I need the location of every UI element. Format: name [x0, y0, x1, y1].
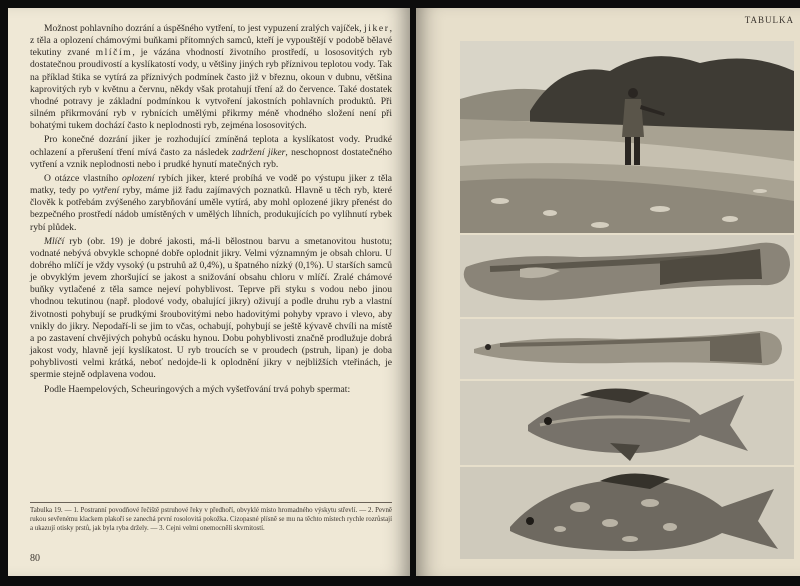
page-number: 80: [30, 553, 40, 564]
body-text: [30, 23, 392, 396]
spaced-term: mlíčím: [95, 47, 133, 59]
text-run: Podle Haempelových, Scheuringových a mých vyšetřování trvá pohyb spermat:: [44, 383, 351, 395]
photo-bream-fish-2: [460, 467, 794, 559]
paragraph: [30, 236, 392, 382]
photo-fish-specimen-2: [460, 319, 794, 379]
photo-river-fisherman: [460, 41, 794, 233]
photo-bream-fish-1: [460, 381, 794, 465]
paragraph: [30, 173, 392, 234]
text-run: O otázce vlastního: [44, 172, 122, 184]
plate-label: TABULKA: [744, 15, 794, 25]
text-run: Pro konečné dozrání jiker je rozhodující zmíněná teplota a kyslíkatost vody. Prudké ochlazení a přerušení tření mívá často za následek: [30, 134, 392, 158]
footnote-divider: [30, 502, 392, 503]
paragraph: [30, 384, 392, 396]
emphasized-term: oplození: [121, 172, 155, 184]
right-page: [416, 8, 800, 576]
left-page: [8, 8, 410, 576]
text-run: , je vázána vhodností životního prostředí, u lososovitých ryb dostatečnou proudivostí a kyslíkatostí vody, u většiny jiných ryb příznivou teplotou vody. Tak na příklad štika se vytírá za příznivých podmínek často již v březnu, okoun v dubnu, většina kaprovitých ryb v květnu a červnu, někdy však protahují tření až do července. Také dostatek vhodné potravy je základní podmínkou k vytvoření jakostních pohlavních produktů. Při silném přikrmování ryb v rybnících umělými přikrmy méně vhodného složení není při bohatými tukem dochází často k neplodnosti ryb, zejména lososovitých.: [30, 47, 393, 132]
spaced-term: jiker: [364, 23, 390, 34]
emphasized-term: vytření: [92, 185, 120, 197]
paragraph: [30, 23, 392, 132]
emphasized-term: zadržení jiker: [231, 146, 286, 158]
text-run: Možnost pohlavního dozrání a úspěšného vytření, to jest vypuzení zralých vajíček,: [44, 23, 364, 34]
text-run: rybích jiker, které probíhá ve vodě po výstupu jiker z těla matky, tedy po: [30, 172, 393, 197]
plate-caption-footnote: Tabulka 19. — 1. Postranní povodňové řečiště pstruhové řeky v předhoří, obvyklé místo hromadného výskytu střevlí. — 2. Pevně rukou sevřenému klackem plakoří se zanechá první rosolovitá pokožka. Cizopasné plísně se mu na těchto místech rychle rozrůstají a ukazují otisky prstů, jak byla ryba držely. — 3. Cejni velmi onemocnělí skvrnitostí.: [30, 507, 392, 532]
emphasized-term: Mlíčí: [44, 235, 65, 247]
paragraph: [30, 134, 392, 170]
photo-fish-specimen-1: [460, 235, 794, 317]
text-run: , neschopnost dostatečného vytření a vznik neplodnosti nebo i prudké hynutí matečných ryb.: [30, 146, 392, 170]
text-run: ryby, máme již řadu zajímavých poznatků. Hlavně u těch ryb, které člověk k potřebám zvýšeného zarybňování uměle vytírá, aby mohl oplozené jikry přenést do bezpečného prostředí nádob umístěných v umělých líhních, produkujících po vylíhnutí rybek rybí plůdek.: [30, 185, 392, 233]
text-run: , z těla a oplození chámovými buňkami přítomných samců, kteří je vypouštějí v podobě bělavé tekutiny zvané: [30, 23, 392, 59]
text-run: ryb (obr. 19) je dobré jakosti, má-li bělostnou barvu a smetanovitou hustotu; vodnaté nebývá obvykle schopné dobře oplodnit jikry. Velmi významným je obsah chloru. U dobrého mlíčí je vždy vysoký (u pstruhů až 0,4%), u špatného nízký (0,1%). U starších samců je obvyklým jevem zhoršující se jakost a snižování obsahu chloru v mlíčí. Zralé chámové buňky vytlačené z těla samce nejeví pohyblivost. Teprve při styku s vodou nebo jinou vhodnou tekutinou (např. plodové vody, obalující jikry) oživují a podle druhu ryb a vlastní životnosti pohybují se prudkými šroubovitými nebo hadovitými pohyby vpravo i vlevo, aby vnikly do jikry. Nepodaří-li se jim to včas, ochabují, pohybují se ještě kývavě chvíli na místě a po zastavení chvějivých pohybů ocásku hynou. Dobu pohyblivosti značně prodlužuje dobrá jakost vody, hlavně její kyslíkatost. U ryb troucích se v proudech (pstruh, lipan) je doba pohyblivosti velmi krátká, neboť nedojde-li k oplodnění jikry v nejbližších vteřinách, je spermie stejně odplavena vodou.: [30, 235, 392, 381]
